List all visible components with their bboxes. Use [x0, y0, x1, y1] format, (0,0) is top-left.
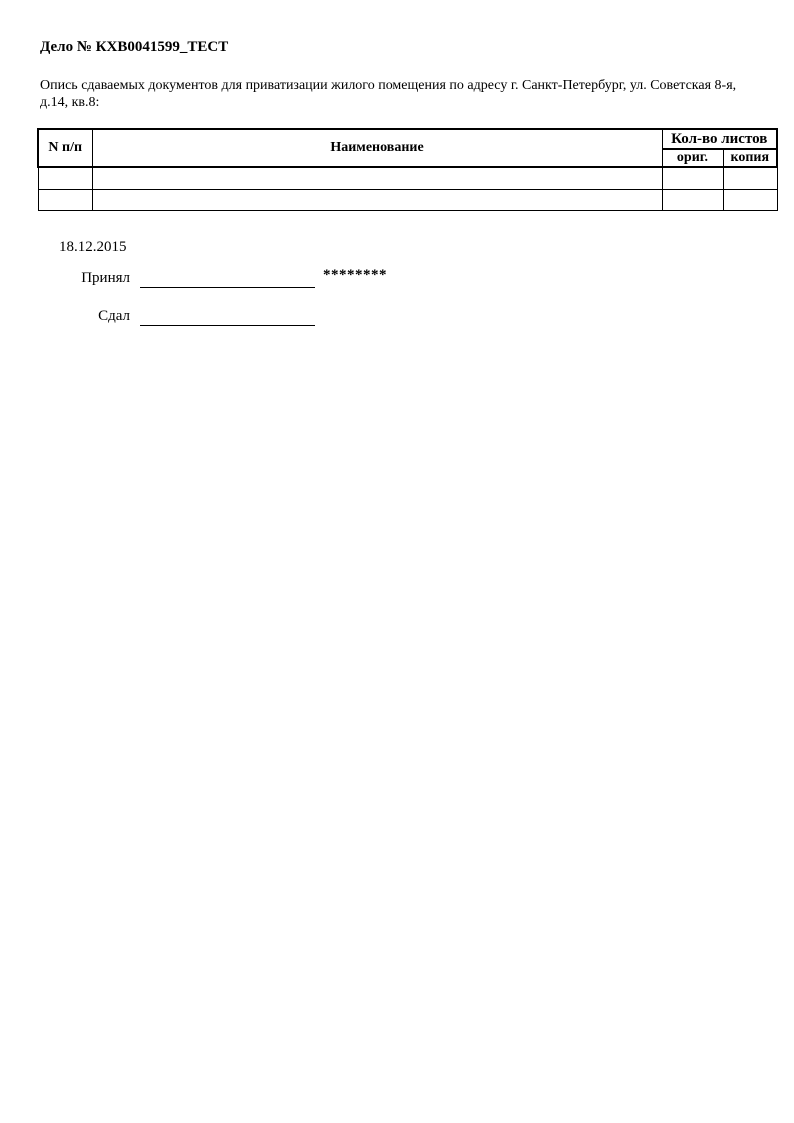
cell-name	[92, 190, 662, 211]
accepted-value: ********	[323, 267, 387, 283]
cell-copy	[723, 167, 777, 190]
document-title: Дело № КХВ0041599_ТЕСТ	[40, 39, 229, 55]
column-header-name: Наименование	[92, 129, 662, 167]
handed-label: Сдал	[98, 308, 130, 324]
handed-signature-line	[140, 324, 315, 326]
column-header-sheets: Кол-во листов	[662, 129, 777, 149]
column-header-copy: копия	[723, 149, 777, 167]
document-date: 18.12.2015	[59, 239, 127, 255]
accepted-label: Принял	[81, 270, 130, 286]
table-row	[38, 190, 777, 211]
cell-number	[38, 190, 92, 211]
column-header-orig: ориг.	[662, 149, 723, 167]
cell-name	[92, 167, 662, 190]
inventory-table	[37, 128, 778, 211]
document-intro: Опись сдаваемых документов для приватизации жилого помещения по адресу г. Санкт-Петербург, ул. Советская 8-я, д.14, кв.8:	[40, 78, 737, 110]
cell-number	[38, 167, 92, 190]
accepted-signature-line	[140, 286, 315, 288]
cell-orig	[662, 190, 723, 211]
column-header-number: N п/п	[38, 129, 92, 167]
cell-orig	[662, 167, 723, 190]
table-row	[38, 167, 777, 190]
cell-copy	[723, 190, 777, 211]
